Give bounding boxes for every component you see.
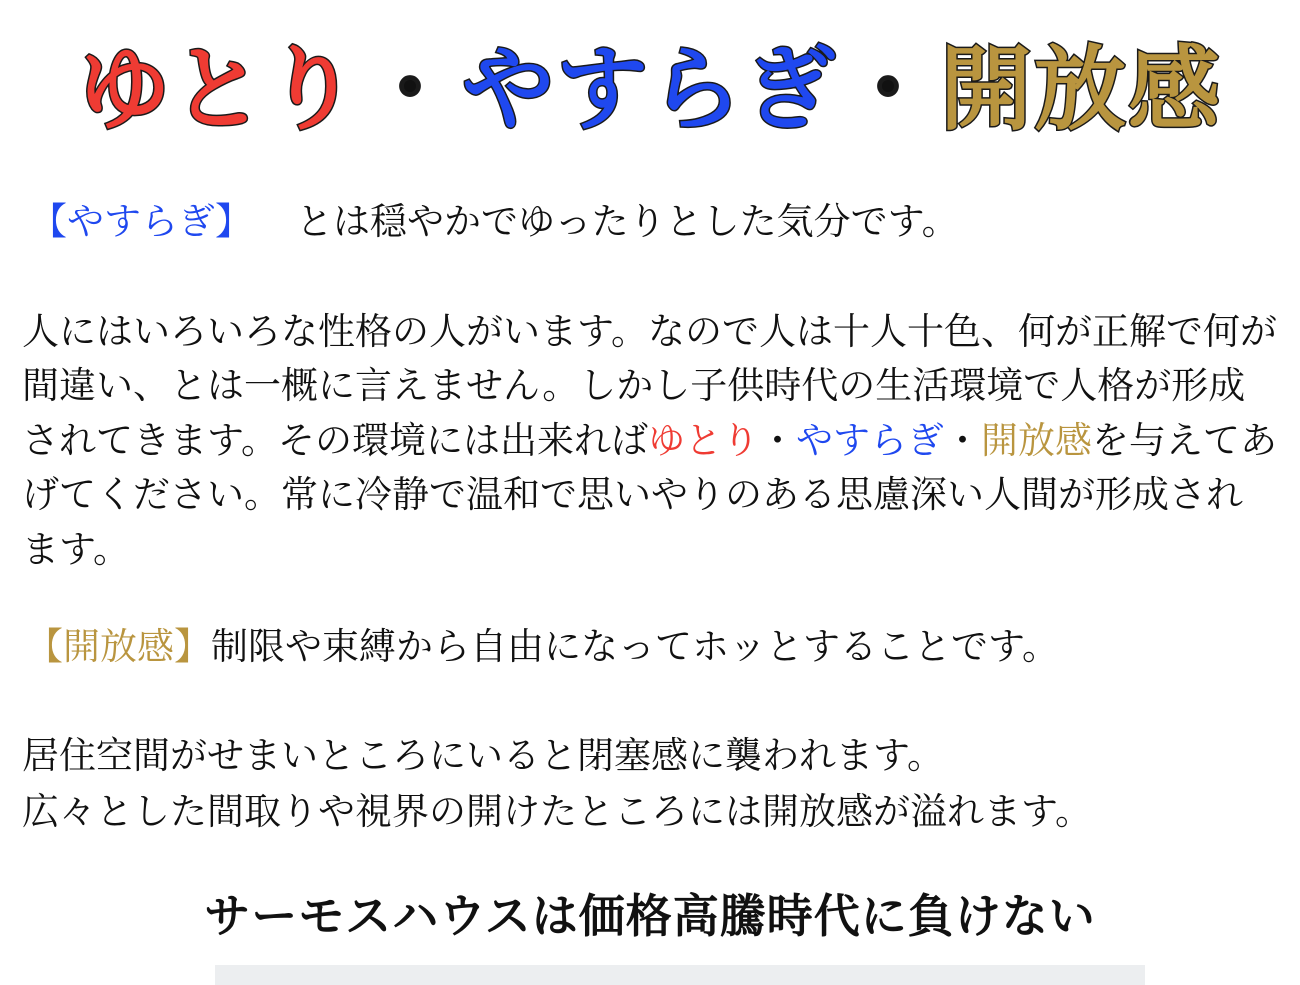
paragraph-space-line-1: 居住空間がせまいところにいると閉塞感に襲われます。	[22, 734, 945, 777]
paragraph-space-line-2: 広々とした間取りや視界の開けたところには開放感が溢れます。	[22, 789, 1093, 833]
keyword-yutori: ゆとり	[648, 418, 760, 462]
paragraph-main-before: 人にはいろいろな性格の人がいます。なので人は十人十色、何が正解で何が間違い、とは一概に言えません。しかし子供時代の生活環境で人格が形成されてきます。その環境には出来れば	[22, 310, 1278, 462]
keyword-yasuragi: やすらぎ	[796, 418, 945, 462]
definition-term-kaihoukan: 【開放感】	[26, 625, 211, 668]
paragraph-main-after: を与えてあげてください。常に冷静で温和で思いやりのある思慮深い人間が形成されます。	[22, 418, 1278, 571]
title-separator-2: ・	[842, 36, 937, 143]
keyword-kaihoukan: 開放感	[981, 418, 1093, 462]
paragraph-main	[22, 305, 1278, 577]
title-part-kaihoukan: 開放感	[940, 36, 1223, 143]
keyword-separator-2: ・	[944, 418, 982, 462]
definition-term-yasuragi: 【やすらぎ】	[30, 200, 252, 243]
title-part-yasuragi: やすらぎ	[461, 36, 838, 143]
headline: サーモスハウスは価格高騰時代に負けない	[204, 889, 1096, 943]
definition-text-kaihoukan: 制限や束縛から自由になってホッとすることです。	[211, 625, 1060, 668]
definition-text-yasuragi: とは穏やかでゆったりとした気分です。	[296, 200, 959, 243]
page-title	[0, 36, 1300, 143]
definition-yasuragi	[30, 195, 1280, 249]
bottom-band	[215, 965, 1145, 985]
keyword-separator-1: ・	[759, 418, 797, 462]
definition-kaihoukan	[26, 620, 1282, 674]
title-separator-1: ・	[363, 36, 458, 143]
title-part-yutori: ゆとり	[77, 36, 360, 143]
paragraph-space	[22, 728, 1290, 839]
